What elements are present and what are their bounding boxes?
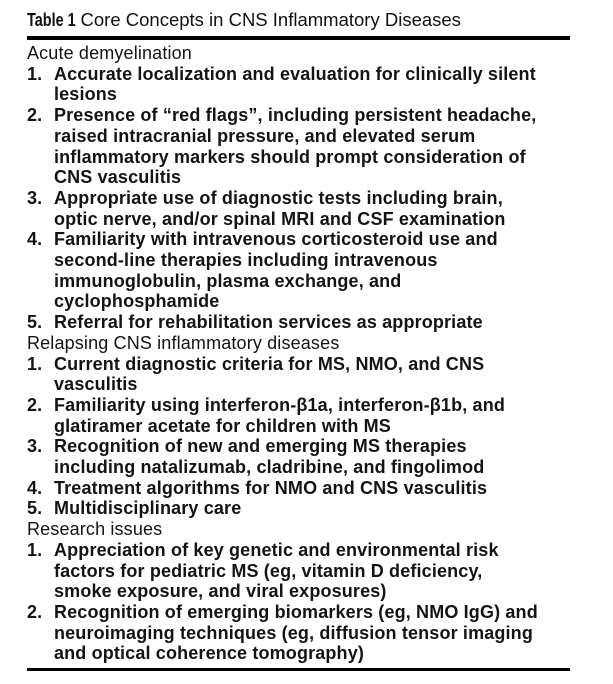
list-item — [27, 395, 570, 436]
item-number: 1. — [27, 539, 43, 560]
list-item — [27, 540, 570, 602]
list-item — [27, 229, 570, 312]
item-number: 2. — [27, 601, 43, 622]
item-number: 3. — [27, 187, 43, 208]
item-text-line: Multidisciplinary care — [54, 498, 242, 519]
item-text-line: optic nerve, and/or spinal MRI and CSF examination — [54, 208, 506, 229]
item-text — [54, 478, 570, 499]
item-text-line: second-line therapies including intravenous — [54, 250, 438, 271]
item-number: 2. — [27, 394, 43, 415]
table-label: Table 1 — [27, 9, 76, 30]
item-number: 4. — [27, 229, 43, 250]
item-text-line: Referral for rehabilitation services as appropriate — [54, 312, 483, 333]
item-text — [54, 395, 570, 436]
item-text-line: Appreciation of key genetic and environmental risk — [54, 539, 499, 560]
item-number: 3. — [27, 436, 43, 457]
list-item — [27, 64, 570, 105]
item-number: 5. — [27, 498, 43, 519]
list-item — [27, 105, 570, 188]
item-text-line: Recognition of emerging biomarkers (eg, NMO IgG) and — [54, 601, 538, 622]
item-text-line: Familiarity using interferon-β1a, interferon-β1b, and — [54, 394, 505, 415]
item-text-line: neuroimaging techniques (eg, diffusion tensor imaging — [54, 622, 533, 643]
item-text — [54, 188, 570, 229]
item-text — [54, 602, 570, 664]
item-number: 4. — [27, 477, 43, 498]
item-text — [54, 354, 570, 395]
list-item — [27, 188, 570, 229]
item-text — [54, 64, 570, 105]
item-text-line: vasculitis — [54, 374, 138, 395]
section-title: Acute demyelination — [27, 43, 192, 63]
table-title: Core Concepts in CNS Inflammatory Diseases — [80, 9, 461, 30]
item-text-line: including natalizumab, cladribine, and fingolimod — [54, 457, 485, 478]
list-item — [27, 436, 570, 477]
item-text-line: inflammatory markers should prompt consideration of — [54, 146, 526, 167]
item-text-line: raised intracranial pressure, and elevated serum — [54, 125, 476, 146]
table-caption — [27, 8, 570, 35]
section-title: Research issues — [27, 519, 163, 540]
item-text-line: smoke exposure, and viral exposures) — [54, 581, 387, 602]
item-text-line: immunoglobulin, plasma exchange, and — [54, 270, 402, 291]
item-text-line: Recognition of new and emerging MS therapies — [54, 436, 467, 457]
list-item — [27, 602, 570, 664]
item-text — [54, 312, 570, 333]
item-text-line: Appropriate use of diagnostic tests including brain, — [54, 187, 503, 208]
item-text — [54, 229, 570, 312]
item-text-line: Accurate localization and evaluation for clinically silent — [54, 63, 536, 84]
item-text — [54, 105, 570, 188]
table-1 — [27, 8, 570, 671]
list-item — [27, 498, 570, 519]
table-body — [27, 40, 570, 664]
item-text — [54, 498, 570, 519]
list-item — [27, 312, 570, 333]
item-number: 1. — [27, 353, 43, 374]
item-text-line: CNS vasculitis — [54, 167, 182, 188]
item-number: 5. — [27, 312, 43, 333]
item-number: 2. — [27, 105, 43, 126]
item-text-line: Familiarity with intravenous corticosteroid use and — [54, 229, 498, 250]
item-text-line: factors for pediatric MS (eg, vitamin D deficiency, — [54, 560, 483, 581]
item-text — [54, 436, 570, 477]
list-item — [27, 478, 570, 499]
item-text-line: Treatment algorithms for NMO and CNS vasculitis — [54, 477, 488, 498]
list-item — [27, 354, 570, 395]
item-text-line: cyclophosphamide — [54, 291, 220, 312]
section-title: Relapsing CNS inflammatory diseases — [27, 332, 340, 353]
bottom-rule — [27, 668, 570, 671]
item-text — [54, 540, 570, 602]
item-text-line: and optical coherence tomography) — [54, 643, 365, 664]
item-text-line: glatiramer acetate for children with MS — [54, 415, 391, 436]
item-number: 1. — [27, 63, 43, 84]
item-text-line: lesions — [54, 84, 118, 105]
item-text-line: Presence of “red flags”, including persistent headache, — [54, 105, 537, 126]
item-text-line: Current diagnostic criteria for MS, NMO, and CNS — [54, 353, 485, 374]
